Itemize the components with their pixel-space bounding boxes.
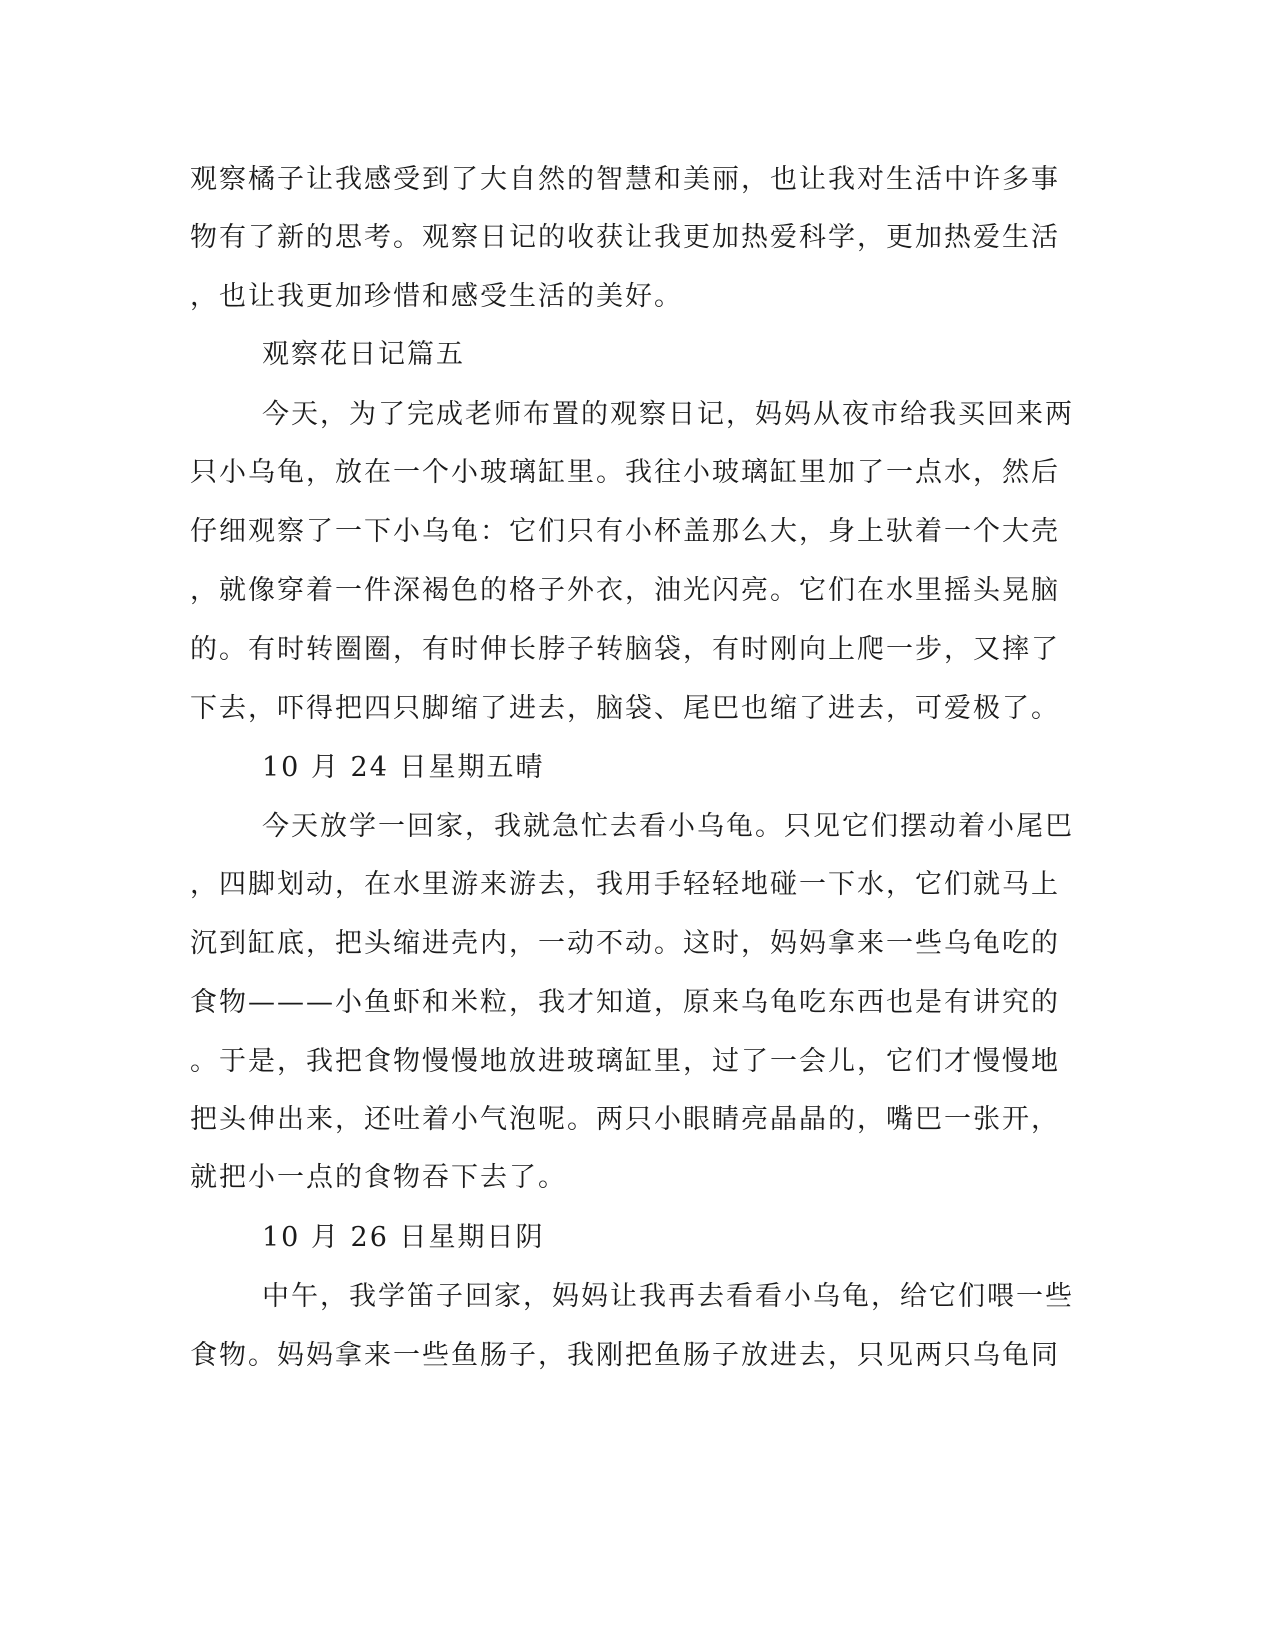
text-line: ，就像穿着一件深褐色的格子外衣，油光闪亮。它们在水里摇头晃脑 xyxy=(190,575,1060,606)
text-line: 仔细观察了一下小乌龟：它们只有小杯盖那么大，身上驮着一个大壳 xyxy=(190,516,1060,547)
section-heading: 观察花日记篇五 xyxy=(262,339,465,370)
date-heading: 10 月 24 日星期五晴 xyxy=(262,752,545,783)
text-line: 把头伸出来，还吐着小气泡呢。两只小眼睛亮晶晶的，嘴巴一张开， xyxy=(190,1104,1060,1135)
text-line: 沉到缸底，把头缩进壳内，一动不动。这时，妈妈拿来一些乌龟吃的 xyxy=(190,928,1060,959)
paragraph-first-line: 中午，我学笛子回家，妈妈让我再去看看小乌龟，给它们喂一些 xyxy=(262,1281,1074,1312)
paragraph-first-line: 今天，为了完成老师布置的观察日记，妈妈从夜市给我买回来两 xyxy=(262,399,1074,430)
paragraph-first-line: 今天放学一回家，我就急忙去看小乌龟。只见它们摆动着小尾巴 xyxy=(262,811,1074,842)
text-line: 食物。妈妈拿来一些鱼肠子，我刚把鱼肠子放进去，只见两只乌龟同 xyxy=(190,1340,1060,1371)
text-line: 只小乌龟，放在一个小玻璃缸里。我往小玻璃缸里加了一点水，然后 xyxy=(190,457,1060,488)
text-line: ，四脚划动，在水里游来游去，我用手轻轻地碰一下水，它们就马上 xyxy=(190,869,1060,900)
text-line: 的。有时转圈圈，有时伸长脖子转脑袋，有时刚向上爬一步，又摔了 xyxy=(190,634,1060,665)
text-line: 就把小一点的食物吞下去了。 xyxy=(190,1162,567,1193)
text-line: ，也让我更加珍惜和感受生活的美好。 xyxy=(190,281,683,312)
text-line: 物有了新的思考。观察日记的收获让我更加热爱科学，更加热爱生活 xyxy=(190,222,1060,253)
date-heading: 10 月 26 日星期日阴 xyxy=(262,1222,545,1253)
text-line: 。于是，我把食物慢慢地放进玻璃缸里，过了一会儿，它们才慢慢地 xyxy=(190,1046,1060,1077)
text-line: 下去，吓得把四只脚缩了进去，脑袋、尾巴也缩了进去，可爱极了。 xyxy=(190,693,1060,724)
text-line: 观察橘子让我感受到了大自然的智慧和美丽，也让我对生活中许多事 xyxy=(190,164,1060,195)
text-line: 食物———小鱼虾和米粒，我才知道，原来乌龟吃东西也是有讲究的 xyxy=(190,987,1060,1018)
